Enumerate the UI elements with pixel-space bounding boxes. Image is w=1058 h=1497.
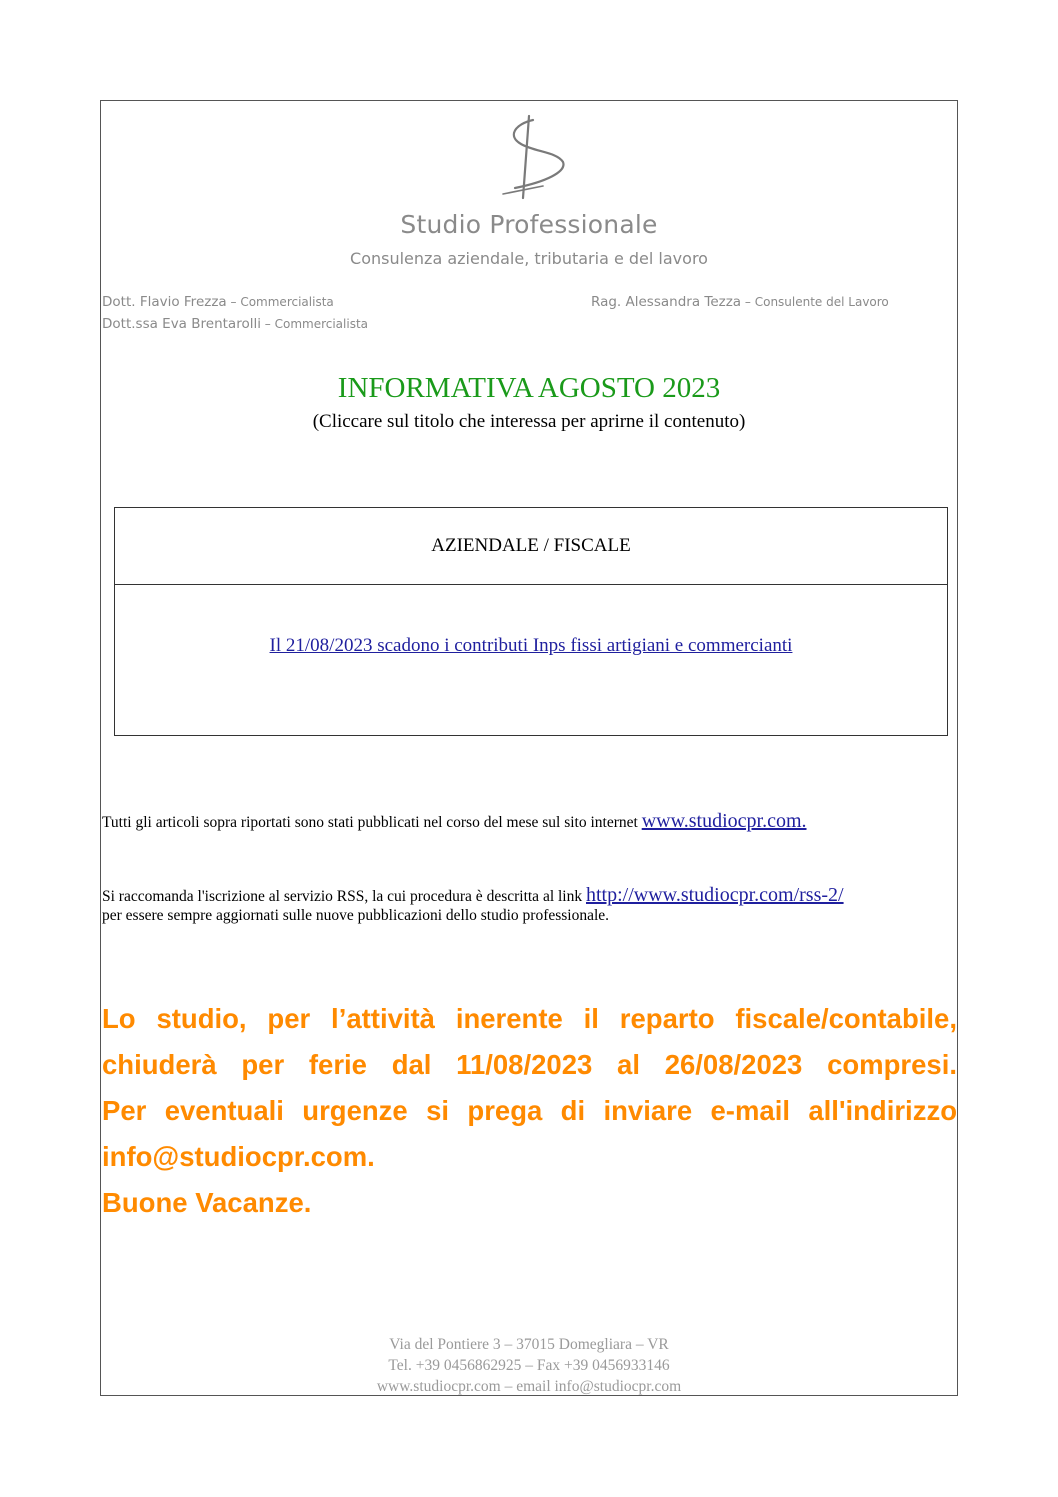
studio-logo bbox=[485, 114, 575, 200]
sections-table bbox=[114, 507, 948, 736]
holiday-notice bbox=[102, 996, 957, 1226]
article-link-inps[interactable]: Il 21/08/2023 scadono i contributi Inps fissi artigiani e commercianti bbox=[269, 635, 793, 656]
section-articles bbox=[115, 585, 947, 657]
notice-line-1: Lo studio, per l’attività inerente il reparto fiscale/contabile, bbox=[102, 1003, 957, 1034]
articles-text: Tutti gli articoli sopra riportati sono stati pubblicati nel corso del mese sul sito internet bbox=[102, 814, 642, 831]
person-frezza bbox=[102, 294, 334, 310]
person-role: – Commercialista bbox=[260, 317, 369, 331]
footer-address: Via del Pontiere 3 – 37015 Domegliara – VR bbox=[389, 1336, 669, 1353]
site-link[interactable]: www.studiocpr.com. bbox=[641, 810, 807, 832]
articles-paragraph bbox=[102, 812, 957, 832]
notice-line-2: chiuderà per ferie dal 11/08/2023 al 26/08/2023 compresi. bbox=[102, 1049, 957, 1080]
studio-subtitle: Consulenza aziendale, tributaria e del lavoro bbox=[350, 249, 708, 268]
person-role: – Consulente del Lavoro bbox=[741, 295, 889, 309]
person-name: Dott. Flavio Frezza bbox=[102, 294, 227, 310]
notice-line-3: Per eventuali urgenze si prega di inviare e-mail all'indirizzo bbox=[102, 1095, 957, 1126]
footer-web: www.studiocpr.com – email info@studiocpr.com bbox=[376, 1378, 682, 1395]
person-role: – Commercialista bbox=[226, 295, 334, 309]
person-name: Rag. Alessandra Tezza bbox=[591, 294, 742, 310]
person-name: Dott.ssa Eva Brentarolli bbox=[102, 316, 261, 332]
footer-phone: Tel. +39 0456862925 – Fax +39 0456933146 bbox=[388, 1357, 670, 1374]
notice-line-5: Buone Vacanze. bbox=[102, 1187, 312, 1218]
rss-text: Si raccomanda l'iscrizione al servizio RSS, la cui procedura è descritta al link bbox=[102, 888, 586, 905]
studio-name: Studio Professionale bbox=[400, 210, 658, 239]
page-footer bbox=[0, 1334, 1058, 1397]
title-instruction: (Cliccare sul titolo che interessa per aprirne il contenuto) bbox=[312, 411, 746, 432]
rss-link[interactable]: http://www.studiocpr.com/rss-2/ bbox=[586, 884, 844, 906]
rss-paragraph bbox=[102, 886, 957, 925]
rss-text-after: per essere sempre aggiornati sulle nuove pubblicazioni dello studio professionale. bbox=[102, 907, 610, 924]
notice-line-4: info@studiocpr.com. bbox=[102, 1141, 375, 1172]
page-title: INFORMATIVA AGOSTO 2023 bbox=[337, 372, 721, 404]
section-heading: AZIENDALE / FISCALE bbox=[115, 508, 947, 585]
person-tezza bbox=[591, 294, 889, 310]
person-brentarolli bbox=[102, 316, 368, 332]
